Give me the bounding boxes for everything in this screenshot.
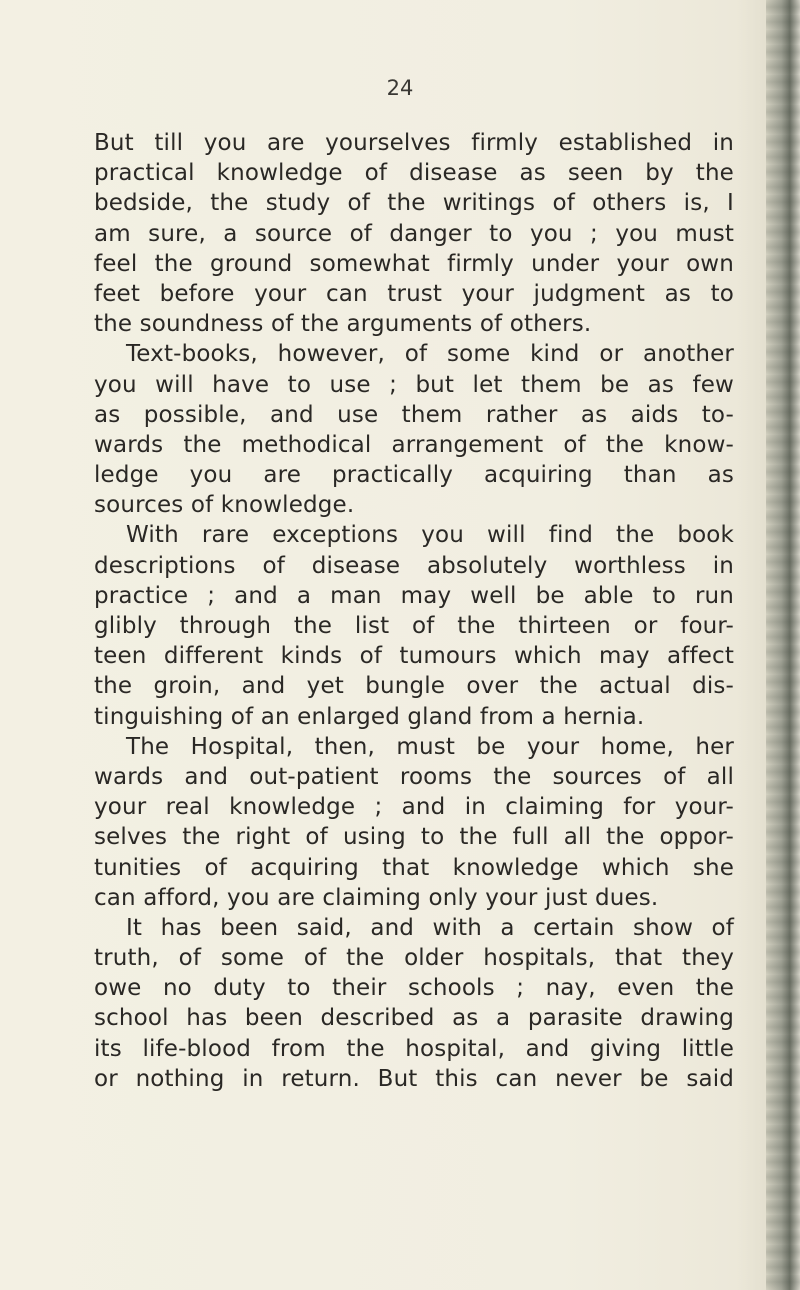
text-line: descriptions of disease absolutely worthless in — [94, 552, 734, 579]
text-line: or nothing in return. But this can never be said — [94, 1065, 734, 1092]
text-line: tunities of acquiring that knowledge which she — [94, 854, 734, 881]
text-line: With rare exceptions you will find the book — [126, 522, 734, 549]
text-line: It has been said, and with a certain show of — [126, 914, 734, 941]
page-number: 24 — [386, 76, 414, 100]
text-line: am sure, a source of danger to you ; you must — [94, 220, 734, 247]
text-line: Text-books, however, of some kind or another — [126, 341, 734, 368]
text-line: school has been described as a parasite drawing — [94, 1005, 734, 1032]
text-line: as possible, and use them rather as aids to- — [94, 401, 734, 428]
text-line: feel the ground somewhat firmly under your own — [94, 250, 734, 277]
text-line: practice ; and a man may well be able to run — [94, 582, 734, 609]
text-line: bedside, the study of the writings of others is, I — [94, 190, 734, 217]
text-line: the soundness of the arguments of others. — [94, 311, 592, 338]
text-line: its life-blood from the hospital, and giving little — [94, 1035, 734, 1062]
text-line: you will have to use ; but let them be as few — [94, 371, 734, 398]
text-line: selves the right of using to the full all the oppor- — [94, 824, 734, 851]
text-line: can afford, you are claiming only your just dues. — [94, 884, 659, 911]
page-edge-shadow — [766, 0, 800, 1290]
text-line: practical knowledge of disease as seen by the — [94, 160, 734, 187]
text-line: The Hospital, then, must be your home, her — [126, 733, 734, 760]
text-line: truth, of some of the older hospitals, that they — [94, 945, 734, 972]
text-line: tinguishing of an enlarged gland from a hernia. — [94, 703, 645, 730]
text-line: glibly through the list of the thirteen or four- — [94, 613, 734, 639]
text-line: wards and out-patient rooms the sources of all — [94, 763, 734, 790]
text-line: sources of knowledge. — [94, 492, 355, 519]
text-line: the groin, and yet bungle over the actual dis- — [94, 673, 734, 700]
text-line: teen different kinds of tumours which may affect — [94, 643, 734, 670]
text-line: ledge you are practically acquiring than as — [94, 462, 734, 489]
text-line: owe no duty to their schools ; nay, even the — [94, 975, 734, 1002]
text-line: wards the methodical arrangement of the know- — [94, 431, 734, 458]
text-line: feet before your can trust your judgment as to — [94, 280, 734, 307]
text-line: your real knowledge ; and in claiming for your- — [94, 794, 734, 821]
body-text — [94, 128, 734, 1094]
text-line: But till you are yourselves firmly established in — [94, 130, 734, 156]
